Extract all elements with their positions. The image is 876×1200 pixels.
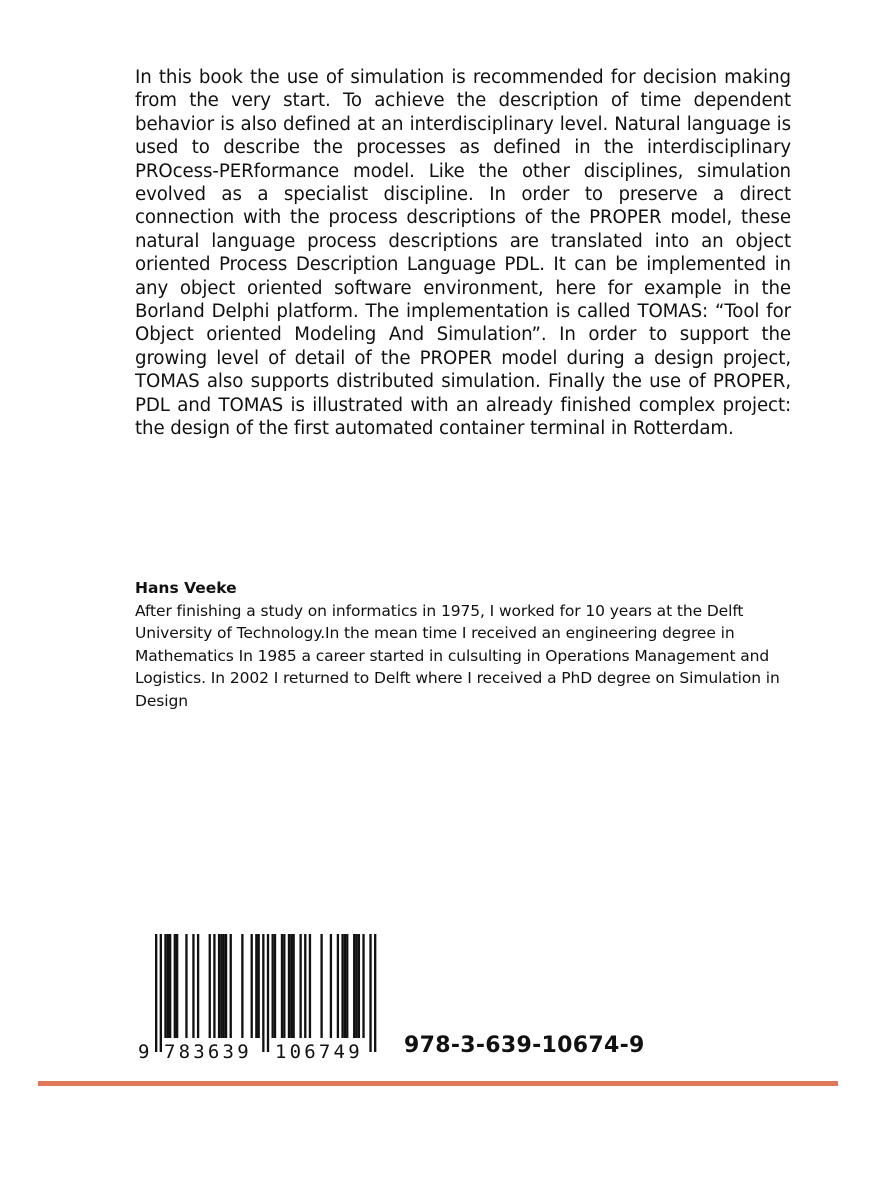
barcode-bar [197, 934, 199, 1038]
isbn-number: 978-3-639-10674-9 [404, 1033, 645, 1058]
barcode-bar [174, 934, 176, 1038]
barcode-bar [218, 934, 220, 1038]
barcode-guard-bar [160, 934, 162, 1052]
barcode-bar [358, 934, 360, 1038]
barcode-bar [288, 934, 290, 1038]
barcode-bar [251, 934, 253, 1038]
isbn-barcode [138, 934, 388, 1066]
barcode-guard-bar [267, 934, 269, 1052]
barcode-bar [353, 934, 355, 1038]
barcode-bar [230, 934, 232, 1038]
barcode-bar [320, 934, 322, 1038]
barcode-bar [176, 934, 178, 1038]
barcode-bar [330, 934, 332, 1038]
barcode-bar [355, 934, 357, 1038]
barcode-bar [192, 934, 194, 1038]
barcode-bar [341, 934, 343, 1038]
author-bio: After finishing a study on informatics in 1975, I worked for 10 years at the Delft University of Technology.In the mean time I received an engineering degree in Mathematics In 1985 a career started in culsulting in Operations Management and Logistics. In 2002 I returned to Delft where I received a PhD degree on Simulation in Design [135, 601, 780, 710]
barcode-bar [283, 934, 285, 1038]
barcode-bar [337, 934, 339, 1038]
barcode-bar [213, 934, 215, 1038]
bottom-accent-rule [38, 1081, 838, 1086]
author-section [135, 577, 795, 712]
barcode-bar [304, 934, 306, 1038]
barcode-bar [344, 934, 346, 1038]
barcode-bar [309, 934, 311, 1038]
barcode-bar [362, 934, 364, 1038]
barcode-guard-bar [369, 934, 371, 1052]
barcode-bar [164, 934, 166, 1038]
barcode-bar [225, 934, 227, 1038]
barcode-bar [299, 934, 301, 1038]
barcode-left-digits: 783639 [164, 1041, 252, 1063]
barcode-right-digits: 106749 [275, 1041, 363, 1063]
barcode-guard-bar [155, 934, 157, 1052]
barcode-bar [281, 934, 283, 1038]
back-cover-blurb: In this book the use of simulation is recommended for decision making from the very start. To achieve the description of time dependent behavior is also defined at an interdisciplinary level. Natural language is used to describe the processes as defined in the interdisciplinary PROcess-PERformance model. Like the other disciplines, simulation evolved as a specialist discipline. In order to preserve a direct connection with the process descriptions of the PROPER model, these natural language process descriptions are translated into an object oriented Process Description Language PDL. It can be implemented in any object oriented software environment, here for example in the Borland Delphi platform. The implementation is called TOMAS: “Tool for Object oriented Modeling And Simulation”. In order to support the growing level of detail of the PROPER model during a design project, TOMAS also supports distributed simulation. Finally the use of PROPER, PDL and TOMAS is illustrated with an already finished complex project: the design of the first automated container terminal in Rotterdam. [135, 67, 791, 440]
barcode-lead-digit: 9 [138, 1041, 150, 1063]
barcode-bar [255, 934, 257, 1038]
barcode-bar [241, 934, 243, 1038]
barcode-bar [185, 934, 187, 1038]
author-name: Hans Veeke [135, 579, 237, 597]
barcode-bar [290, 934, 292, 1038]
barcode-bar [292, 934, 294, 1038]
barcode-guard-bar [262, 934, 264, 1052]
barcode-bar [169, 934, 171, 1038]
barcode-bar [209, 934, 211, 1038]
barcode-bar [272, 934, 274, 1038]
barcode-bar [346, 934, 348, 1038]
barcode-bar [274, 934, 276, 1038]
barcode-bar [220, 934, 222, 1038]
barcode-guard-bar [374, 934, 376, 1052]
barcode-bar [223, 934, 225, 1038]
barcode-bar [167, 934, 169, 1038]
barcode-bar [258, 934, 260, 1038]
